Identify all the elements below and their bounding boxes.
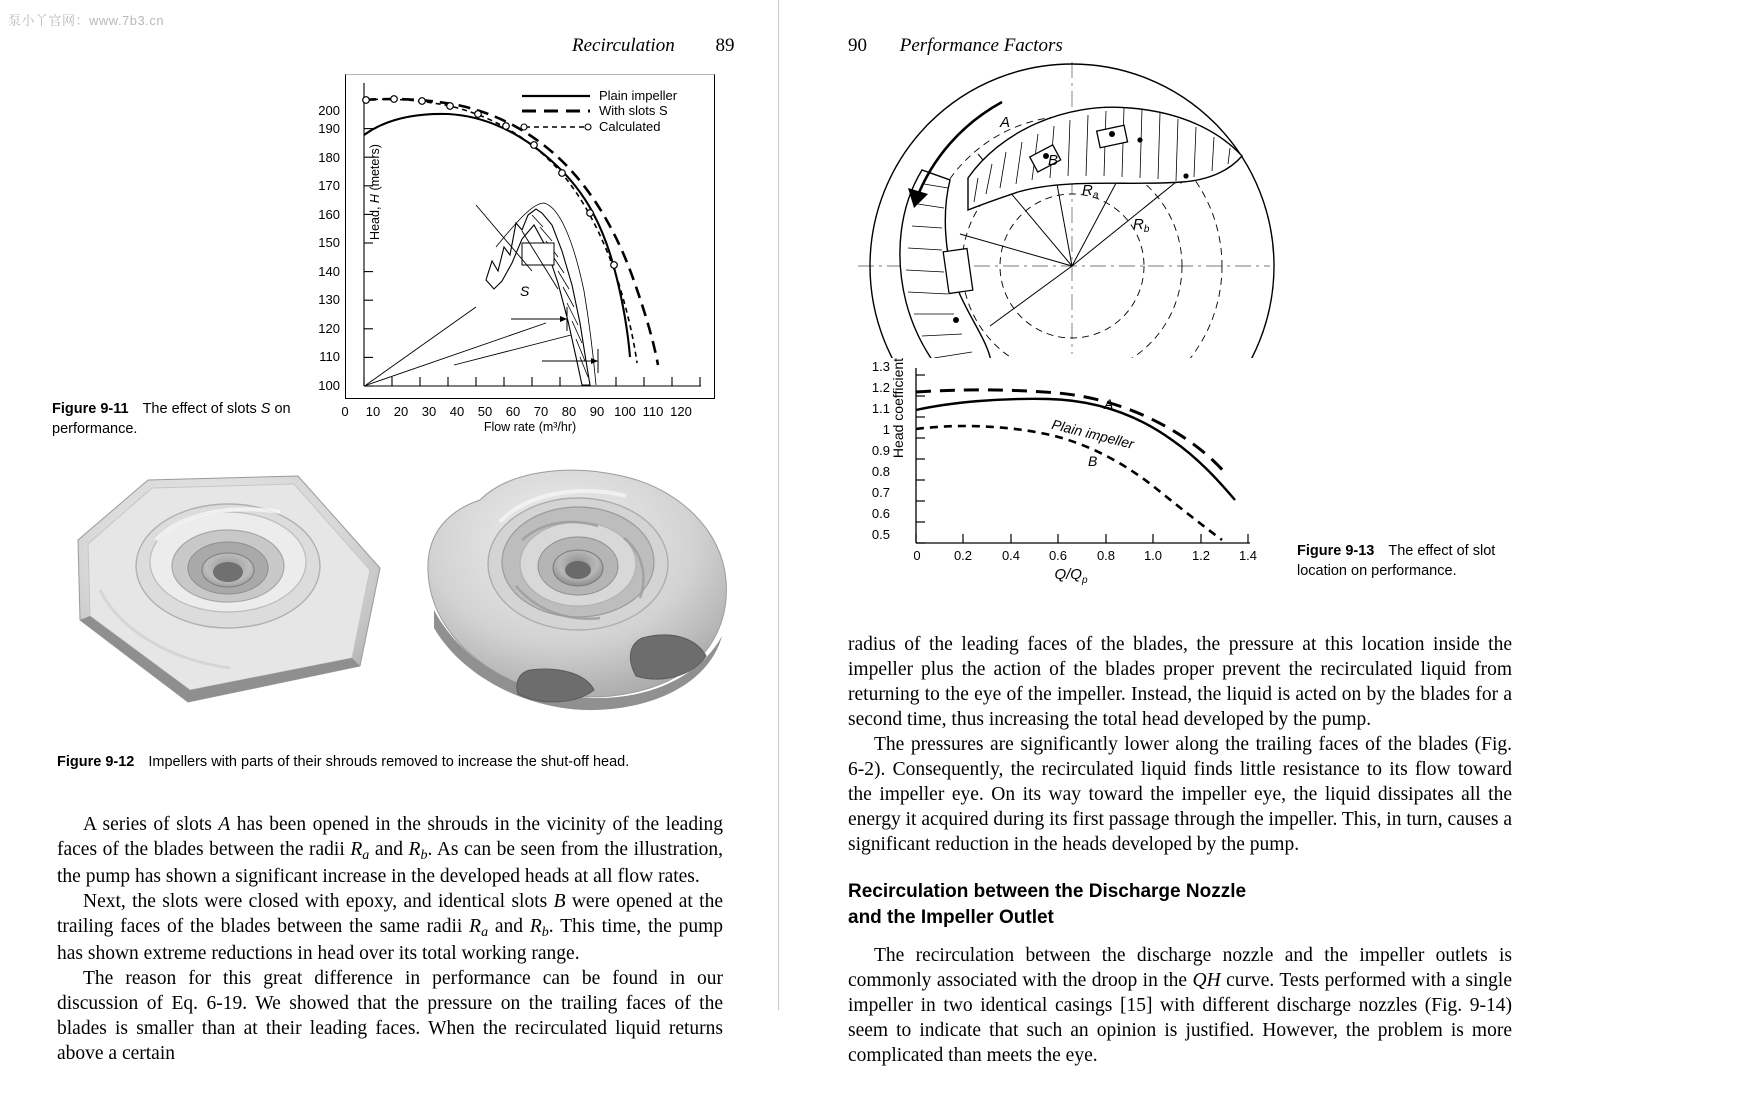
x-tick-label: 0 xyxy=(341,404,349,419)
x-tick-label: 0.8 xyxy=(1096,548,1116,563)
legend-label: Calculated xyxy=(599,118,661,134)
figure-9-13-y-axis-label: Head coefficient xyxy=(890,357,906,459)
y-tick-label: 140 xyxy=(318,264,340,279)
x-tick-label: 100 xyxy=(614,404,636,419)
running-head-right xyxy=(848,35,1063,57)
figure-9-13-caption: Figure 9-13 The effect of slot location on performance. xyxy=(1297,543,1496,579)
y-tick-label: 1.1 xyxy=(871,401,890,416)
x-tick-label: 1.4 xyxy=(1238,548,1258,563)
running-head-title-left: Recirculation xyxy=(572,35,675,56)
curve-label-a: A xyxy=(1104,396,1114,412)
x-tick-label: 1.2 xyxy=(1191,548,1211,563)
page-gutter-divider xyxy=(778,0,779,1010)
y-tick-label: 1.3 xyxy=(871,359,890,374)
running-head-left xyxy=(572,35,734,57)
page-number-right: 90 xyxy=(848,35,867,56)
series-plain-impeller-2 xyxy=(916,399,1235,500)
y-tick-label: 120 xyxy=(318,321,340,336)
legend-item-calculated xyxy=(520,119,708,134)
legend-label: Plain impeller xyxy=(599,88,678,104)
impeller-photo-right xyxy=(410,460,740,725)
x-tick-label: 10 xyxy=(365,404,381,419)
y-tick-label: 200 xyxy=(318,103,340,118)
y-tick-label: 190 xyxy=(318,121,340,136)
legend-item-plain-impeller xyxy=(520,88,708,103)
y-tick-label: 0.7 xyxy=(871,485,890,500)
paragraph-reason: The reason for this great difference in performance can be found in our discussion of Eq. 6-19. We showed that the pressure on the trailing faces of the blades is smaller than at their leading faces. When the recirculated liquid returns above a certain xyxy=(57,968,723,1065)
x-tick-label: 60 xyxy=(505,404,521,419)
figure-9-11-y-axis-label: Head, H (meters) xyxy=(368,144,382,240)
y-tick-label: 110 xyxy=(319,349,340,364)
y-tick-label: 180 xyxy=(318,150,340,165)
x-tick-label: 40 xyxy=(449,404,465,419)
x-tick-label: 0.6 xyxy=(1048,548,1068,563)
y-tick-label: 1 xyxy=(882,422,890,437)
series-with-slots xyxy=(364,99,661,365)
legend-item-with-slots xyxy=(520,103,708,118)
x-tick-label: 110 xyxy=(642,404,664,419)
diagram-label-radius-b: $R_b$ xyxy=(1133,216,1150,235)
x-tick-label: 0.2 xyxy=(953,548,973,563)
x-tick-label: 90 xyxy=(589,404,605,419)
figure-9-11-x-axis-label: Flow rate (m³/hr) xyxy=(483,420,577,434)
x-tick-label: 1.0 xyxy=(1143,548,1163,563)
paragraph-slots-b: Next, the slots were closed with epoxy, and identical slots B were opened at the trailing faces of the blades between the same radii $R_a$ and $R_b$. This time, the pump has shown extreme reductions in head over its total working range. xyxy=(57,891,724,965)
y-tick-label: 160 xyxy=(318,207,340,222)
figure-9-13-caption-label: Figure 9-13 xyxy=(1297,543,1375,559)
y-tick-label: 0.5 xyxy=(871,527,890,542)
figure-9-13-x-axis-label: $Q/Q_p$ xyxy=(1054,566,1088,586)
y-tick-label: 170 xyxy=(318,178,340,193)
figure-9-11-caption-label: Figure 9-11 xyxy=(52,401,129,417)
running-head-title-right: Performance Factors xyxy=(899,35,1063,56)
figure-9-11-caption: Figure 9-11 The effect of slots S on performance. xyxy=(52,401,291,437)
x-tick-label: 120 xyxy=(670,404,692,419)
figure-9-12-caption: Figure 9-12 Impellers with parts of their shrouds removed to increase the shut-off head. xyxy=(57,754,630,770)
slot-hatched-band xyxy=(476,203,596,385)
y-tick-label: 150 xyxy=(318,235,340,250)
y-tick-label: 130 xyxy=(318,292,340,307)
figure-9-13-chart xyxy=(890,364,1252,548)
diagram-label-b: B xyxy=(1048,152,1059,169)
x-tick-label: 80 xyxy=(561,404,577,419)
slot-rect-c xyxy=(943,249,973,294)
x-tick-label: 50 xyxy=(477,404,493,419)
paragraph-pressures: The pressures are significantly lower along the trailing faces of the blades (Fig. 6-2). Consequently, the recirculated liquid finds little resistance to its flow toward the impeller eye. On its way toward the impeller eye, the liquid dissipates all the energy it acquired during its first passage through the impeller. This, in turn, causes a significant reduction in the heads developed by the pump. xyxy=(848,734,1512,856)
paragraph-discharge-nozzle: The recirculation between the discharge nozzle and the impeller outlets is commonly associated with the droop in the QH curve. Tests performed with a single impeller in two identical casings [15] with different discharge nozzles (Fig. 9-14) seem to indicate that such an opinion is justified. However, the problem is more complicated than meets the eye. xyxy=(848,944,1512,1066)
y-tick-label: 0.8 xyxy=(871,464,890,479)
diagram-label-a: A xyxy=(1000,114,1011,131)
y-tick-label: 100 xyxy=(318,378,340,393)
diagram-label-radius-a: $R_a$ xyxy=(1082,182,1099,201)
legend-key-solid xyxy=(520,90,592,101)
legend-label: With slots S xyxy=(599,103,668,119)
y-tick-label: 0.6 xyxy=(871,506,890,521)
section-heading-line1: Recirculation between the Discharge Nozzle xyxy=(848,881,1247,903)
left-column-body xyxy=(57,812,723,1066)
curve-label-b: B xyxy=(1088,453,1098,469)
figure-9-13-plot-svg xyxy=(890,364,1252,548)
x-tick-label: 20 xyxy=(393,404,409,419)
impeller-photo-left xyxy=(60,470,400,730)
right-column-body xyxy=(848,632,1512,1068)
legend-key-dash-circles xyxy=(520,121,592,132)
y-tick-label: 1.2 xyxy=(871,380,890,395)
watermark: 泵小丫官网：www.7b3.cn xyxy=(8,13,165,28)
figure-9-12-caption-label: Figure 9-12 xyxy=(57,754,135,770)
page-number-left: 89 xyxy=(715,35,735,56)
impeller-section-diagram xyxy=(850,58,1280,358)
series-calculated xyxy=(364,99,637,363)
x-tick-label: 0.4 xyxy=(1001,548,1021,563)
curve-label-plain-impeller: Plain impeller xyxy=(1050,416,1136,452)
paragraph-slots-a: A series of slots A has been opened in the shrouds in the vicinity of the leading faces of the blades between the radii $R_a$ and $R_b$. As can be seen from the illustration, the pump has shown a significant increase in the developed heads at all flow rates. xyxy=(57,814,724,888)
series-plain-impeller xyxy=(364,114,630,357)
figure-9-11-legend xyxy=(520,88,708,134)
slot-s-annotation: S xyxy=(520,283,530,299)
x-tick-label: 0 xyxy=(913,548,921,563)
x-tick-label: 70 xyxy=(533,404,549,419)
paragraph-radius: radius of the leading faces of the blades, the pressure at this location inside the impeller plus the action of the blades proper prevent the recirculated liquid from returning to the eye of the impeller. Instead, the liquid is acted on by the blades for a second time, thus increasing the total head developed by the pump. xyxy=(848,634,1512,731)
section-heading-line2: and the Impeller Outlet xyxy=(848,906,1054,928)
y-tick-label: 0.9 xyxy=(871,443,890,458)
x-tick-label: 30 xyxy=(421,404,437,419)
legend-key-long-dash xyxy=(520,105,592,116)
